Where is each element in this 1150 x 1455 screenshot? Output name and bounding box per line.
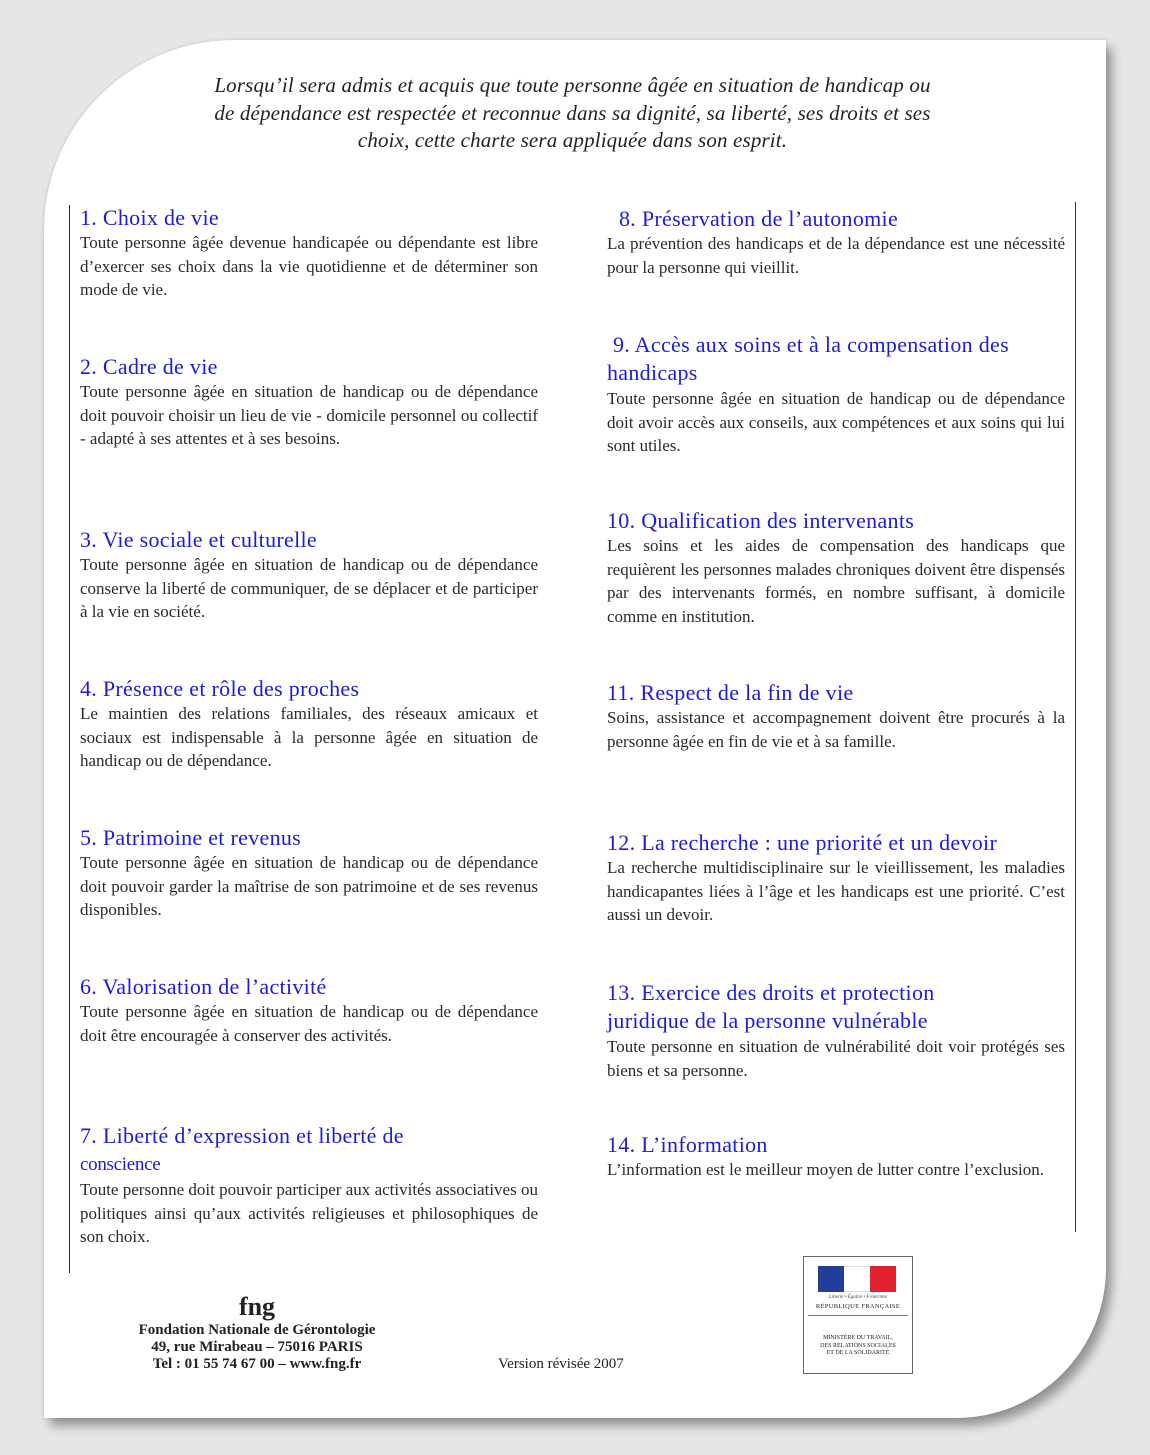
article-text: Toute personne âgée en situation de handicap ou de dépendance conserve la liberté de communiquer, de se déplacer et de participer à la vie en société. <box>80 555 538 621</box>
article-title <box>80 1122 538 1178</box>
right-column-rule <box>1075 202 1076 1232</box>
charter-article <box>607 1131 1065 1182</box>
article-title: 2. Cadre de vie <box>80 354 218 379</box>
charter-article <box>80 526 538 624</box>
article-title: 9. Accès aux soins et à la compensation des handicaps <box>607 332 1009 385</box>
article-text: Toute personne âgée en situation de handicap ou de dépendance doit pouvoir garder la maîtrise de son patrimoine et de ses revenus disponibles. <box>80 853 538 919</box>
charter-article <box>607 979 1065 1082</box>
article-text: Toute personne âgée en situation de handicap ou de dépendance doit être encouragée à conserver des activités. <box>80 1002 538 1045</box>
article-text: Toute personne doit pouvoir participer aux activités associatives ou politiques ainsi qu’aux activités religieuses et philosophiques de son choix. <box>80 1180 538 1246</box>
publisher-contact: Tel : 01 55 74 67 00 – www.fng.fr <box>152 1356 362 1372</box>
article-title: 13. Exercice des droits et protection juridique de la personne vulnérable <box>607 980 935 1033</box>
charter-article <box>80 204 538 302</box>
flag-stripe <box>844 1266 870 1292</box>
article-title: 12. La recherche : une priorité et un devoir <box>607 830 998 855</box>
article-text: Toute personne âgée devenue handicapée ou dépendante est libre d’exercer ses choix dans la vie quotidienne et de déterminer son mode de vie. <box>80 233 538 299</box>
publisher-name: Fondation Nationale de Gérontologie <box>138 1322 376 1338</box>
left-column-rule <box>69 205 70 1273</box>
ministry-logo <box>803 1256 913 1374</box>
article-text: Les soins et les aides de compensation des handicaps que requièrent les personnes malades chroniques doivent être dispensés par des intervenants formés, en nombre suffisant, à domicile comme en institution. <box>607 536 1065 626</box>
article-title: 5. Patrimoine et revenus <box>80 825 302 850</box>
article-title: 6. Valorisation de l’activité <box>80 974 327 999</box>
intro-line: Lorsqu’il sera admis et acquis que toute personne âgée en situation de handicap ou <box>214 73 931 97</box>
article-text: La recherche multidisciplinaire sur le vieillissement, les maladies handicapantes liées à l’âge et les handicaps est une priorité. C’est aussi un devoir. <box>607 858 1065 924</box>
article-title: 3. Vie sociale et culturelle <box>80 527 317 552</box>
article-title-line: 7. Liberté d’expression et liberté de <box>80 1123 404 1148</box>
ministry-line: MINISTÈRE DU TRAVAIL, <box>823 1335 893 1341</box>
ministry-line: ET DE LA SOLIDARITÉ <box>826 1350 890 1356</box>
publisher-block <box>96 1292 418 1373</box>
article-title: 14. L’information <box>607 1132 768 1157</box>
fng-logo: fng <box>238 1292 276 1321</box>
ministry-name <box>806 1335 910 1358</box>
republic-name: RÉPUBLIQUE FRANÇAISE <box>815 1303 901 1310</box>
flag-stripe <box>870 1266 896 1292</box>
article-title: 4. Présence et rôle des proches <box>80 676 360 701</box>
charter-article <box>80 353 538 451</box>
article-text: La prévention des handicaps et de la dépendance est une nécessité pour la personne qui vieillit. <box>607 234 1065 277</box>
article-title: 8. Préservation de l’autonomie <box>619 206 899 231</box>
version-note: Version révisée 2007 <box>498 1356 624 1372</box>
article-text: Toute personne en situation de vulnérabilité doit voir protégés ses biens et sa personne. <box>607 1037 1065 1080</box>
emblem-divider <box>808 1315 908 1316</box>
charter-article <box>80 824 538 922</box>
marianne-flag-icon <box>818 1266 896 1292</box>
publisher-address: 49, rue Mirabeau – 75016 PARIS <box>151 1339 363 1355</box>
charter-article <box>80 1122 538 1249</box>
intro-line: choix, cette charte sera appliquée dans son esprit. <box>357 128 788 152</box>
article-title: 10. Qualification des intervenants <box>607 508 915 533</box>
charter-article <box>607 507 1065 628</box>
charter-article <box>80 675 538 773</box>
article-text: Soins, assistance et accompagnement doivent être procurés à la personne âgée en fin de vie et à sa famille. <box>607 708 1065 751</box>
charter-article <box>607 205 1065 279</box>
article-text: Le maintien des relations familiales, des réseaux amicaux et sociaux est indispensable à la personne âgée en situation de handicap ou de dépendance. <box>80 704 538 770</box>
charter-article <box>607 331 1065 458</box>
article-title: 11. Respect de la fin de vie <box>607 680 854 705</box>
republic-motto: Liberté • Égalité • Fraternité <box>829 1295 887 1300</box>
article-text: L’information est le meilleur moyen de lutter contre l’exclusion. <box>607 1160 1044 1179</box>
intro-paragraph <box>80 72 1065 155</box>
flag-stripe <box>818 1266 844 1292</box>
intro-line: de dépendance est respectée et reconnue dans sa dignité, sa liberté, ses droits et ses <box>214 100 931 125</box>
article-text: Toute personne âgée en situation de handicap ou de dépendance doit avoir accès aux conseils, aux compétences et aux soins qui lui sont utiles. <box>607 389 1065 455</box>
article-text: Toute personne âgée en situation de handicap ou de dépendance doit pouvoir choisir un lieu de vie - domicile personnel ou collectif - adapté à ses attentes et à ses besoins. <box>80 382 538 448</box>
article-title: 1. Choix de vie <box>80 205 219 230</box>
article-title-line: conscience <box>80 1154 161 1175</box>
ministry-line: DES RELATIONS SOCIALES <box>820 1342 896 1349</box>
charter-article <box>80 973 538 1047</box>
charter-article <box>607 679 1065 753</box>
charter-article <box>607 829 1065 927</box>
